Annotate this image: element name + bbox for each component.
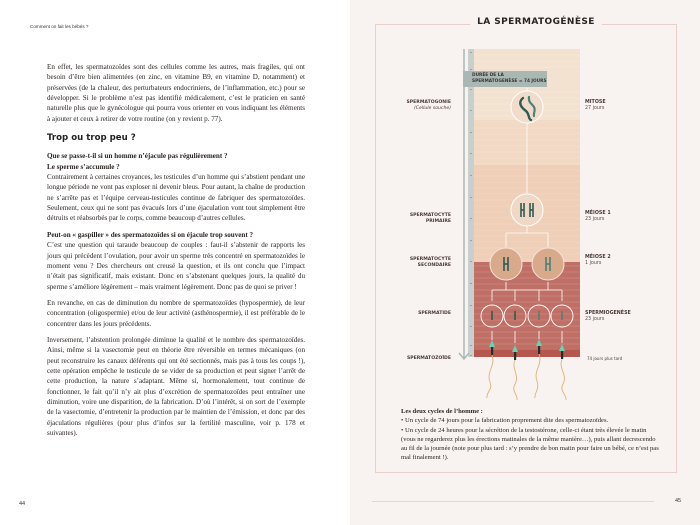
caption-box bbox=[401, 407, 661, 463]
answer-1: Contrairement à certaines croyances, les testicules d’un homme qui s’abstient pendant une longue période ne vont pas exploser ni devenir bleus. Pour autant, la chaîne de production ne s’arrête pas et l’équipe cerveau-testicules continue de fabriquer des spermatozoïdes. Seulement, ceux qui ne sont pas évacués lors d’une éjaculation vont tout simplement être détruits et réabsorbés par le corps, comme beaucoup d’autres cellules. bbox=[47, 173, 305, 223]
stage-label-spermatide: SPERMATIDE bbox=[418, 311, 451, 316]
infographic-title: LA SPERMATOGÉNÈSE bbox=[470, 17, 602, 27]
caption-title: Les deux cycles de l’homme : bbox=[401, 408, 483, 415]
phase-label-mitose: MITOSE 27 jours bbox=[585, 100, 606, 112]
bottom-rule bbox=[372, 501, 654, 502]
question-1-line-1: Que se passe-t-il si un homme n’éjacule pas régulièrement ? bbox=[47, 152, 228, 161]
phase-label-meiose-2: MÉIOSE 2 1 jours bbox=[585, 255, 611, 267]
paragraph-3: En revanche, en cas de diminution du nombre de spermatozoïdes (hypospermie), de leur concentration (oligospermie) et/ou de leur activité (asthénospermie), il est préférable de le concentrer dans les jours précédents. bbox=[47, 298, 305, 328]
stage-label-spermatocyte-secondaire: SPERMATOCYTE SECONDAIRE bbox=[409, 257, 451, 268]
question-2: Peut-on « gaspiller » des spermatozoïdes si on éjacule trop souvent ? bbox=[47, 230, 254, 239]
intro-paragraph: En effet, les spermatozoïdes sont des cellules comme les autres, mais fragiles, qui ont besoin d’être bien alimentées (en zinc, en vitamine B9, en vitamine D, notamment) et préservées (de la chaleur, des perturbateurs endocriniens, de l’inflammation, etc.) pour se développer. Si le problème n’est pas identifié médicalement, c’est le praticien en santé naturelle plus que le gynécologue qui pourra vous orienter en vous indiquant les éléments à ajouter et ceux à retirer de votre routine (on y revient p. 77). bbox=[47, 63, 305, 123]
right-page bbox=[350, 0, 700, 525]
page-number-left: 44 bbox=[19, 501, 26, 507]
page-number-right: 45 bbox=[675, 498, 682, 504]
phase-label-spermiogenese: SPERMIOGENÈSE 23 jours bbox=[585, 311, 631, 323]
running-head: Comment on fait les bébés ? bbox=[30, 24, 89, 29]
body-text bbox=[47, 62, 305, 444]
duration-line-2: SPERMATOGENÈSE = 74 JOURS bbox=[472, 78, 547, 84]
duration-line-1: DURÉE DE LA bbox=[472, 73, 504, 78]
section-title: Trop ou trop peu ? bbox=[47, 133, 136, 144]
caption-item-1: • Un cycle de 74 jours pour la fabrication proprement dite des spermatozoïdes. bbox=[401, 417, 609, 425]
stage-label-spermatogonie: SPERMATOGONIE (Cellule souche) bbox=[406, 100, 451, 111]
stage-label-spermatocyte-primaire: SPERMATOCYTE PRIMAIRE bbox=[409, 213, 451, 224]
caption-item-2: • Un cycle de 24 heures pour la sécrétion de la testostérone, celle-ci étant très élevée le matin (vous ne regarderez plus les érections matinales de la même manière…), puis allant decrescendo au fil de la journée (note pour plus tard : s’y prendre de bon matin pour faire un bébé, ce n’est pas mal finalement !). bbox=[401, 426, 659, 462]
phase-label-meiose-1: MÉIOSE 1 23 jours bbox=[585, 211, 611, 223]
answer-2: C’est une question qui taraude beaucoup de couples : faut-il s’abstenir de rapports les jours qui précèdent l’ovulation, pour avoir un sperme très concentré en spermatozoïdes le moment venu ? Des chercheurs ont creusé la question, et ils ont conclu que l’impact n’était pas significatif, mais existant. Donc en s’abstenant quelques jours, la qualité du sperme s’améliore légèrement – mais vraiment légèrement. Donc pas de quoi se priver ! bbox=[47, 241, 305, 291]
question-1-line-2: Le sperme s’accumule ? bbox=[47, 162, 120, 171]
note-74-days-later: 74 jours plus tard bbox=[587, 356, 623, 361]
paragraph-4: Inversement, l’abstention prolongée diminue la qualité et le nombre des spermatozoïdes. Ainsi, même si la vasectomie peut en théorie être réversible en termes mécaniques (on peut reconstruire les canaux déférents qui ont été sectionnés, mais pas à tous les coups !), cette opération empêche le testicule de se vider de sa production et peut signer l’arrêt de cette production, la nature s’adaptant. Même si, hormonalement, tout continue de fonctionner, le fait qu’il n’y ait plus d’excrétion de spermatozoïdes peut entraîner une diminution, voire une disparition, de la fabrication. D’où l’intérêt, si on sort de l’exemple de la vasectomie, d’entretenir la production par le maintien de l’émission, et donc par des éjaculations régulières (pour plus d’infos sur la fertilité masculine, voir p. 178 et suivantes). bbox=[47, 335, 305, 437]
duration-badge bbox=[463, 71, 547, 87]
stage-label-spermatozoide: SPERMATOZOÏDE bbox=[406, 356, 451, 361]
